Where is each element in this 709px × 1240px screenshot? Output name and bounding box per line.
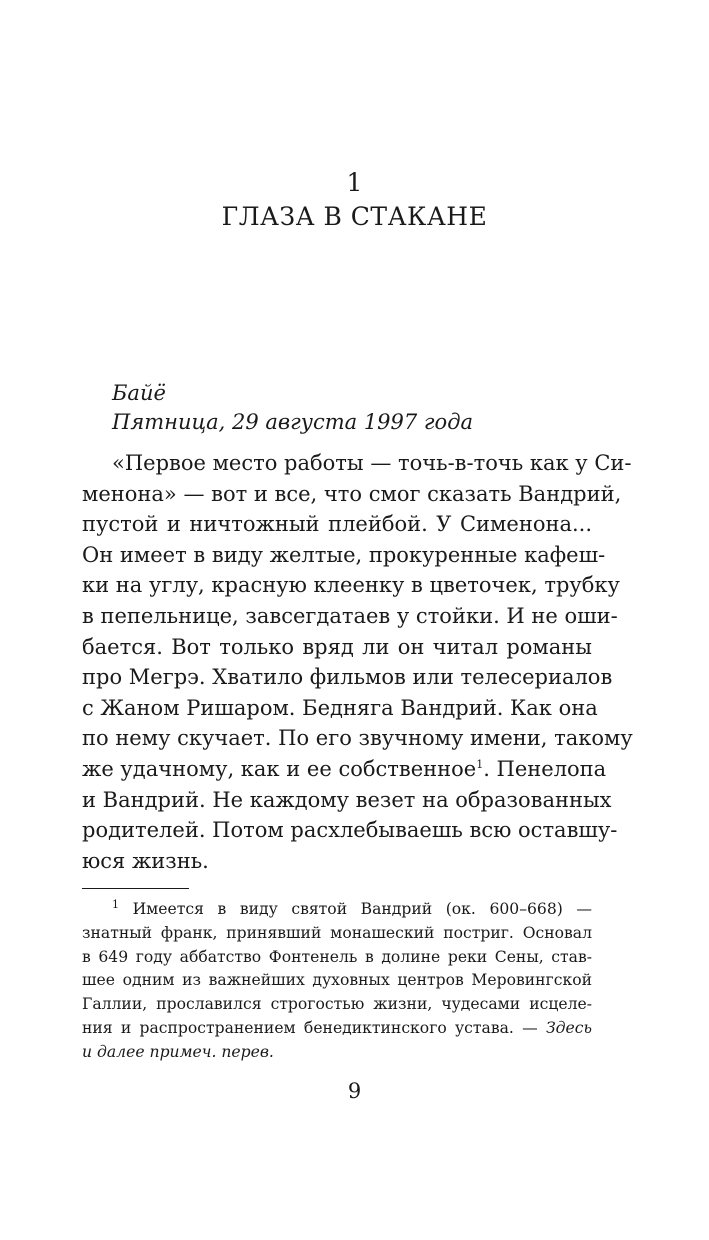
chapter-number: 1: [346, 168, 363, 197]
body-line: Он имеет в виду желтые, прокуренные кафеш-: [82, 542, 606, 567]
footnote: [82, 898, 592, 1065]
body-line: про Мегрэ. Хватило фильмов или телесериалов: [82, 665, 613, 690]
body-line: бается. Вот только вряд ли он читал романы: [82, 634, 592, 659]
body-line: «Первое место работы — точь-в-точь как у Си-: [112, 451, 632, 475]
date-heading: Пятница, 29 августа 1997 года: [112, 410, 474, 434]
footnote-line: шее одним из важнейших духовных центров Меровингской: [82, 971, 592, 990]
footnote-divider: [82, 888, 189, 889]
chapter-title: ГЛАЗА В СТАКАНЕ: [221, 202, 488, 231]
footnote-line-text: Имеется в виду святой Вандрий (ок. 600–668) —: [132, 900, 592, 918]
footnote-line: и далее примеч. перев.: [82, 1042, 274, 1061]
body-line: юся жизнь.: [82, 848, 209, 873]
page-number: 9: [347, 1079, 362, 1103]
body-line-suffix: . Пенелопа: [483, 756, 607, 781]
footnote-line: знатный франк, принявший монашеский постриг. Основал: [82, 923, 592, 942]
body-text: [82, 448, 633, 876]
body-line: с Жаном Ришаром. Бедняга Вандрий. Как она: [82, 695, 598, 720]
body-line: и Вандрий. Не каждому везет на образованных: [82, 787, 612, 812]
footnote-marker: 1: [112, 897, 119, 911]
body-line: менона» — вот и все, что смог сказать Вандрий,: [82, 481, 622, 506]
body-line: в пепельнице, завсегдатаев у стойки. И не оши-: [82, 603, 618, 628]
footnote-italic-text: Здесь: [545, 1018, 592, 1037]
footnote-reference[interactable]: 1: [476, 757, 484, 771]
footnote-line: Галлии, прославился строгостью жизни, чудесами исцеле-: [82, 995, 592, 1014]
body-line: ки на углу, красную клеенку в цветочек, трубку: [82, 573, 620, 598]
body-line: родителей. Потом расхлебываешь всю оставшу-: [82, 818, 618, 843]
footnote-line: [82, 1017, 592, 1041]
footnote-line: в 649 году аббатство Фонтенель в долине реки Сены, став-: [82, 947, 592, 966]
body-line-text: же удачному, как и ее собственное: [82, 756, 477, 781]
body-line: пустой и ничтожный плейбой. У Сименона...: [82, 512, 592, 537]
location-heading: Байё: [112, 381, 166, 405]
body-line: по нему скучает. По его звучному имени, такому: [82, 726, 633, 751]
footnote-line-text: ния и распространением бенедиктинского устава. —: [82, 1018, 546, 1037]
body-line-with-footnote: [82, 754, 607, 785]
footnote-line: [82, 898, 592, 922]
